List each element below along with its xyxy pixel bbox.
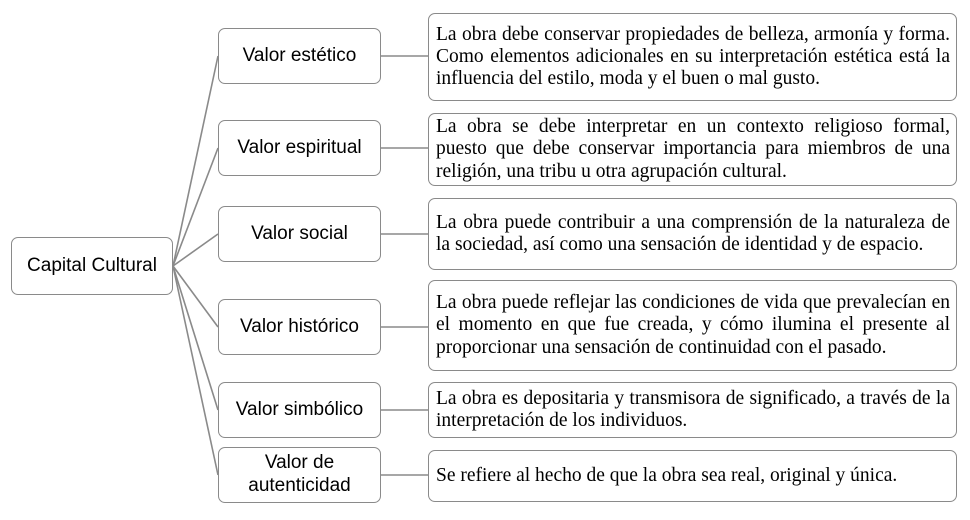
root-connector-5 [173, 266, 218, 410]
category-label: Valor estético [242, 44, 357, 66]
description-node-symbolic [428, 382, 957, 438]
category-node-social [218, 206, 381, 262]
category-node-authenticity [218, 447, 381, 503]
description-node-spiritual [428, 113, 957, 186]
description-text: La obra puede contribuir a una comprensión de la naturaleza de la sociedad, así como una sensación de identidad y de espacio. [436, 211, 950, 255]
category-label: Valor de autenticidad [248, 452, 351, 496]
category-label: Valor social [251, 222, 348, 244]
root-connector-1 [173, 56, 218, 266]
description-text: La obra debe conservar propiedades de belleza, armonía y forma. Como elementos adicionales en su interpretación estética está la influencia del estilo, moda y el buen o mal gusto. [436, 23, 950, 90]
category-label: Valor histórico [240, 315, 359, 337]
root-label: Capital Cultural [27, 254, 157, 276]
category-label: Valor espiritual [237, 136, 362, 158]
category-label: Valor simbólico [235, 398, 364, 420]
description-node-authenticity [428, 450, 957, 502]
description-text: La obra se debe interpretar en un contexto religioso formal, puesto que debe conservar importancia para miembros de una religión, una tribu u otra agrupación cultural. [436, 116, 950, 182]
root-connector-2 [173, 148, 218, 266]
root-node [11, 237, 173, 295]
description-node-social [428, 198, 957, 270]
description-text: Se refiere al hecho de que la obra sea real, original y única. [436, 464, 898, 486]
description-text: La obra puede reflejar las condiciones de vida que prevalecían en el momento en que fue creada, y cómo ilumina el presente al proporcionar una sensación de continuidad con el pasado. [436, 292, 950, 358]
category-node-esthetic [218, 28, 381, 84]
description-text: La obra es depositaria y transmisora de significado, a través de la interpretación de los individuos. [436, 387, 950, 431]
description-node-historical [428, 280, 957, 371]
description-node-esthetic [428, 13, 957, 101]
category-node-spiritual [218, 120, 381, 176]
category-node-historical [218, 299, 381, 355]
category-node-symbolic [218, 382, 381, 438]
